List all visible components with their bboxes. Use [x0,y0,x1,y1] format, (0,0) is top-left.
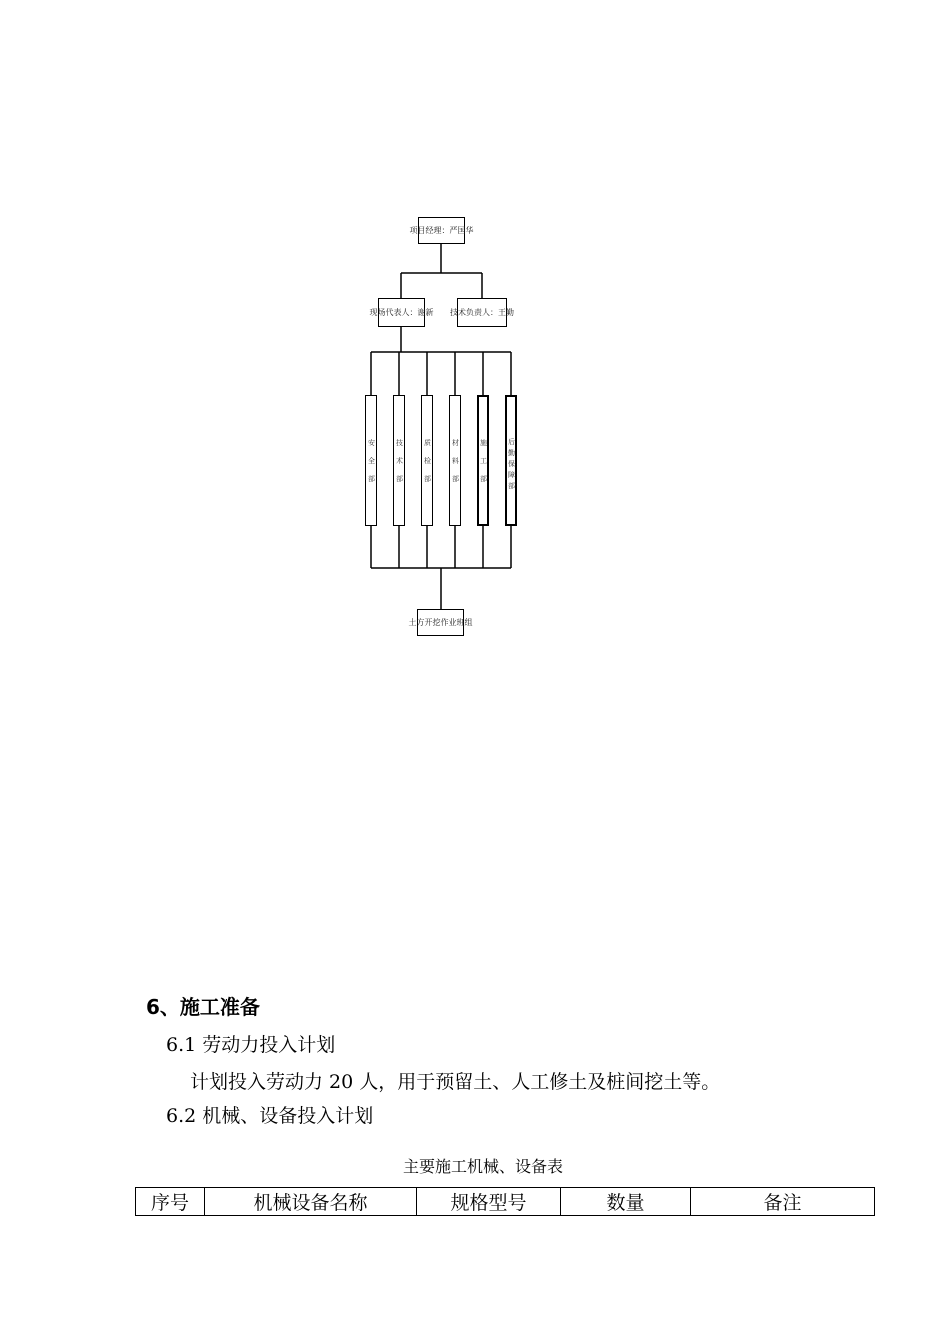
subheading-labor-plan: 6.1 劳动力投入计划 [166,1034,336,1056]
table-caption: 主要施工机械、设备表 [402,1157,563,1176]
org-box-site-representative: 现场代表人：谢新 [378,298,425,327]
column-header-equipment-name: 机械设备名称 [205,1188,417,1216]
org-box-technical-director: 技术负责人：王勤 [457,298,507,327]
subheading-equipment-plan: 6.2 机械、设备投入计划 [166,1105,374,1127]
org-box-safety-dept: 安全部 [365,395,377,526]
table-header-row [136,1188,875,1216]
org-box-materials-dept: 材料部 [449,395,461,526]
org-box-quality-dept: 质检部 [421,395,433,526]
equipment-table [135,1187,875,1216]
org-box-logistics-dept: 后勤保障部 [505,395,517,526]
org-box-technical-dept: 技术部 [393,395,405,526]
org-box-construction-dept: 施工部 [477,395,489,526]
column-header-remarks: 备注 [691,1188,875,1216]
org-box-project-manager: 项目经理：严国华 [418,217,465,244]
section-heading: 6、施工准备 [146,995,260,1019]
column-header-model: 规格型号 [417,1188,561,1216]
labor-plan-paragraph: 计划投入劳动力 20 人，用于预留土、人工修土及桩间挖土等。 [190,1071,721,1093]
column-header-quantity: 数量 [561,1188,691,1216]
org-box-earthwork-team: 土方开挖作业班组 [417,609,464,636]
column-header-serial: 序号 [136,1188,205,1216]
